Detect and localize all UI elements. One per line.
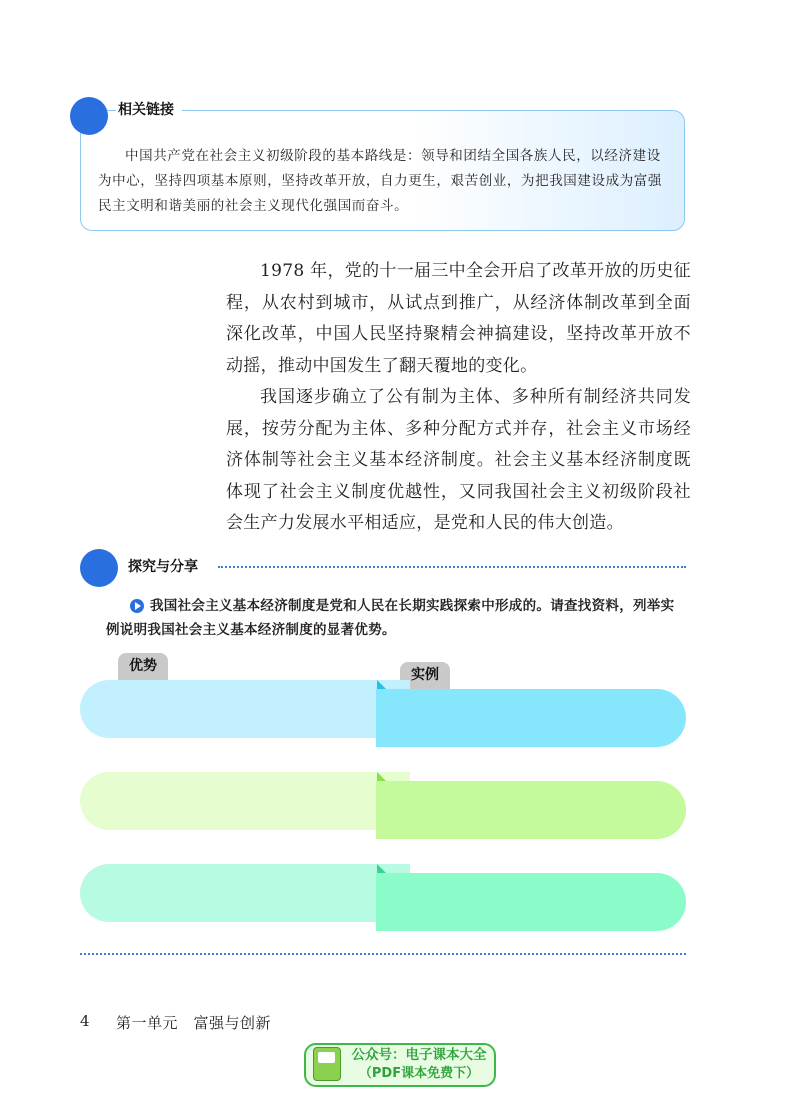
fold-corner-2	[377, 772, 395, 781]
explore-title: 探究与分享	[128, 559, 198, 575]
body-paragraph-1: 1978 年，党的十一届三中全会开启了改革开放的历史征程，从农村到城市，从试点到推广，从经济体制改革到全面深化改革，中国人民坚持聚精会神搞建设，坚持改革开放不动摇，推动中国发生了翻天覆地的变化。	[226, 261, 691, 376]
body-paragraph-2: 我国逐步确立了公有制为主体、多种所有制经济共同发展，按劳分配为主体、多种分配方式并存，社会主义市场经济体制等社会主义基本经济制度。社会主义基本经济制度既体现了社会主义制度优越性，又同我国社会主义初级阶段社会生产力发展水平相适应，是党和人民的伟大创造。	[226, 387, 691, 533]
watermark-line-2: （PDF课本免费下）	[358, 1066, 480, 1081]
explore-circle-icon	[80, 549, 118, 587]
related-link-title: 相关链接	[116, 100, 182, 120]
unit-title: 第一单元 富强与创新	[116, 1014, 272, 1032]
book-icon	[313, 1047, 341, 1081]
advantage-field-3[interactable]	[80, 864, 410, 922]
advantage-field-1[interactable]	[80, 680, 410, 738]
bottom-divider	[80, 953, 686, 955]
main-body-text	[226, 256, 691, 540]
page-number: 4	[80, 1012, 90, 1030]
example-field-1[interactable]	[376, 689, 686, 747]
advantage-field-2[interactable]	[80, 772, 410, 830]
related-link-circle-icon	[70, 97, 108, 135]
explore-task-text: 我国社会主义基本经济制度是党和人民在长期实践探索中形成的。请查找资料，列举实例说明我国社会主义基本经济制度的显著优势。	[106, 598, 675, 638]
related-link-paragraph: 中国共产党在社会主义初级阶段的基本路线是：领导和团结全国各族人民，以经济建设为中心，坚持四项基本原则，坚持改革开放，自力更生，艰苦创业，为把我国建设成为富强民主文明和谐美丽的社会主义现代化强国而奋斗。	[98, 148, 662, 214]
tab-example: 实例	[400, 662, 450, 692]
explore-divider	[218, 566, 686, 568]
tab-advantage: 优势	[118, 653, 168, 683]
fold-corner-3	[377, 864, 395, 873]
watermark-line-1: 公众号：电子课本大全	[351, 1047, 487, 1063]
fold-corner-1	[377, 680, 395, 689]
related-link-text	[98, 144, 673, 219]
play-arrow-icon	[130, 599, 144, 613]
example-field-3[interactable]	[376, 873, 686, 931]
example-field-2[interactable]	[376, 781, 686, 839]
